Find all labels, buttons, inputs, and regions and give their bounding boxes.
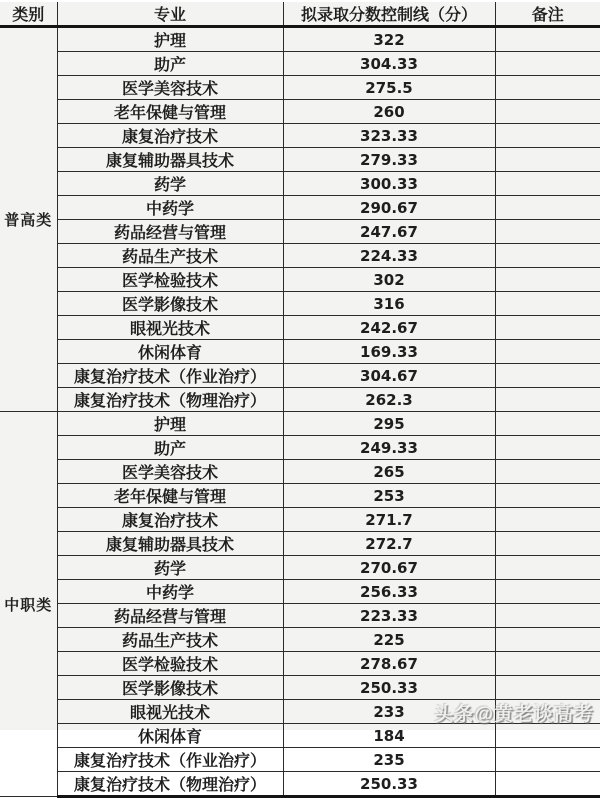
remark-cell: [495, 676, 600, 700]
major-cell: 药品经营与管理: [57, 220, 283, 244]
category-cell: 中职类: [0, 412, 57, 797]
remark-cell: [495, 244, 600, 268]
score-cell: 300.33: [283, 172, 495, 196]
header-score-line: 拟录取分数控制线（分）: [283, 2, 495, 27]
score-cell: 225: [283, 628, 495, 652]
table-row: [0, 388, 600, 412]
score-cell: 262.3: [283, 388, 495, 412]
table-row: [0, 724, 600, 748]
major-cell: 康复治疗技术（作业治疗）: [57, 748, 283, 772]
table-row: [0, 436, 600, 460]
remark-cell: [495, 436, 600, 460]
score-cell: 169.33: [283, 340, 495, 364]
page: [0, 2, 600, 794]
table-row: [0, 292, 600, 316]
score-cell: 250.33: [283, 772, 495, 797]
major-cell: 医学检验技术: [57, 652, 283, 676]
score-cell: 233: [283, 700, 495, 724]
major-cell: 药品经营与管理: [57, 604, 283, 628]
remark-cell: [495, 388, 600, 412]
header-category: 类别: [0, 2, 57, 27]
header-major: 专业: [57, 2, 283, 27]
major-cell: 老年保健与管理: [57, 100, 283, 124]
table-row: [0, 220, 600, 244]
table-row: [0, 27, 600, 52]
remark-cell: [495, 292, 600, 316]
major-cell: 休闲体育: [57, 340, 283, 364]
remark-cell: [495, 364, 600, 388]
major-cell: 康复辅助器具技术: [57, 148, 283, 172]
remark-cell: [495, 316, 600, 340]
major-cell: 康复治疗技术（作业治疗）: [57, 364, 283, 388]
remark-cell: [495, 76, 600, 100]
table-row: [0, 484, 600, 508]
score-cell: 253: [283, 484, 495, 508]
remark-cell: [495, 484, 600, 508]
score-cell: 256.33: [283, 580, 495, 604]
major-cell: 康复治疗技术: [57, 124, 283, 148]
major-cell: 中药学: [57, 196, 283, 220]
major-cell: 康复治疗技术（物理治疗）: [57, 388, 283, 412]
remark-cell: [495, 556, 600, 580]
major-cell: 医学检验技术: [57, 268, 283, 292]
remark-cell: [495, 532, 600, 556]
major-cell: 医学美容技术: [57, 460, 283, 484]
remark-cell: [495, 268, 600, 292]
remark-cell: [495, 748, 600, 772]
score-cell: 279.33: [283, 148, 495, 172]
major-cell: 药学: [57, 556, 283, 580]
score-cell: 290.67: [283, 196, 495, 220]
remark-cell: [495, 772, 600, 797]
table-row: [0, 652, 600, 676]
major-cell: 休闲体育: [57, 724, 283, 748]
table-row: [0, 340, 600, 364]
table-body: [0, 27, 600, 797]
header-remark: 备注: [495, 2, 600, 27]
remark-cell: [495, 508, 600, 532]
score-cell: 302: [283, 268, 495, 292]
remark-cell: [495, 220, 600, 244]
major-cell: 药品生产技术: [57, 244, 283, 268]
score-cell: 295: [283, 412, 495, 436]
table-row: [0, 748, 600, 772]
score-cell: 260: [283, 100, 495, 124]
remark-cell: [495, 52, 600, 76]
major-cell: 康复治疗技术（物理治疗）: [57, 772, 283, 797]
major-cell: 医学影像技术: [57, 676, 283, 700]
major-cell: 康复辅助器具技术: [57, 532, 283, 556]
remark-cell: [495, 604, 600, 628]
table-row: [0, 76, 600, 100]
score-cell: 323.33: [283, 124, 495, 148]
table-row: [0, 580, 600, 604]
remark-cell: [495, 628, 600, 652]
score-cell: 316: [283, 292, 495, 316]
score-cell: 304.67: [283, 364, 495, 388]
remark-cell: [495, 340, 600, 364]
remark-cell: [495, 148, 600, 172]
admission-score-table: [0, 2, 600, 798]
score-cell: 247.67: [283, 220, 495, 244]
major-cell: 老年保健与管理: [57, 484, 283, 508]
table-row: [0, 196, 600, 220]
remark-cell: [495, 100, 600, 124]
score-cell: 265: [283, 460, 495, 484]
table-row: [0, 364, 600, 388]
score-cell: 184: [283, 724, 495, 748]
table-row: [0, 556, 600, 580]
score-cell: 235: [283, 748, 495, 772]
major-cell: 助产: [57, 436, 283, 460]
table-row: [0, 52, 600, 76]
remark-cell: [495, 412, 600, 436]
table-row: [0, 772, 600, 797]
major-cell: 药学: [57, 172, 283, 196]
table-header-row: [0, 2, 600, 27]
major-cell: 康复治疗技术: [57, 508, 283, 532]
score-cell: 322: [283, 27, 495, 52]
major-cell: 医学影像技术: [57, 292, 283, 316]
remark-cell: [495, 652, 600, 676]
remark-cell: [495, 460, 600, 484]
major-cell: 药品生产技术: [57, 628, 283, 652]
table-row: [0, 676, 600, 700]
table-row: [0, 124, 600, 148]
table-row: [0, 460, 600, 484]
remark-cell: [495, 172, 600, 196]
score-cell: 271.7: [283, 508, 495, 532]
major-cell: 中药学: [57, 580, 283, 604]
table-row: [0, 508, 600, 532]
remark-cell: [495, 724, 600, 748]
score-cell: 249.33: [283, 436, 495, 460]
table-row: [0, 316, 600, 340]
score-cell: 275.5: [283, 76, 495, 100]
major-cell: 眼视光技术: [57, 700, 283, 724]
major-cell: 医学美容技术: [57, 76, 283, 100]
table-row: [0, 244, 600, 268]
remark-cell: [495, 27, 600, 52]
table-row: [0, 628, 600, 652]
major-cell: 护理: [57, 27, 283, 52]
major-cell: 护理: [57, 412, 283, 436]
remark-cell: [495, 580, 600, 604]
table-row: [0, 532, 600, 556]
remark-cell: [495, 124, 600, 148]
table-row: [0, 100, 600, 124]
score-cell: 223.33: [283, 604, 495, 628]
score-cell: 270.67: [283, 556, 495, 580]
score-cell: 250.33: [283, 676, 495, 700]
table-row: [0, 604, 600, 628]
table-row: [0, 268, 600, 292]
score-cell: 242.67: [283, 316, 495, 340]
major-cell: 眼视光技术: [57, 316, 283, 340]
table-row: [0, 172, 600, 196]
table-row: [0, 148, 600, 172]
table-row: [0, 412, 600, 436]
major-cell: 助产: [57, 52, 283, 76]
score-cell: 278.67: [283, 652, 495, 676]
table-row: [0, 700, 600, 724]
score-cell: 304.33: [283, 52, 495, 76]
remark-cell: [495, 700, 600, 724]
watermark: 头条@黄老谈高考: [434, 704, 594, 725]
category-cell: 普高类: [0, 27, 57, 412]
score-cell: 224.33: [283, 244, 495, 268]
score-cell: 272.7: [283, 532, 495, 556]
remark-cell: [495, 196, 600, 220]
